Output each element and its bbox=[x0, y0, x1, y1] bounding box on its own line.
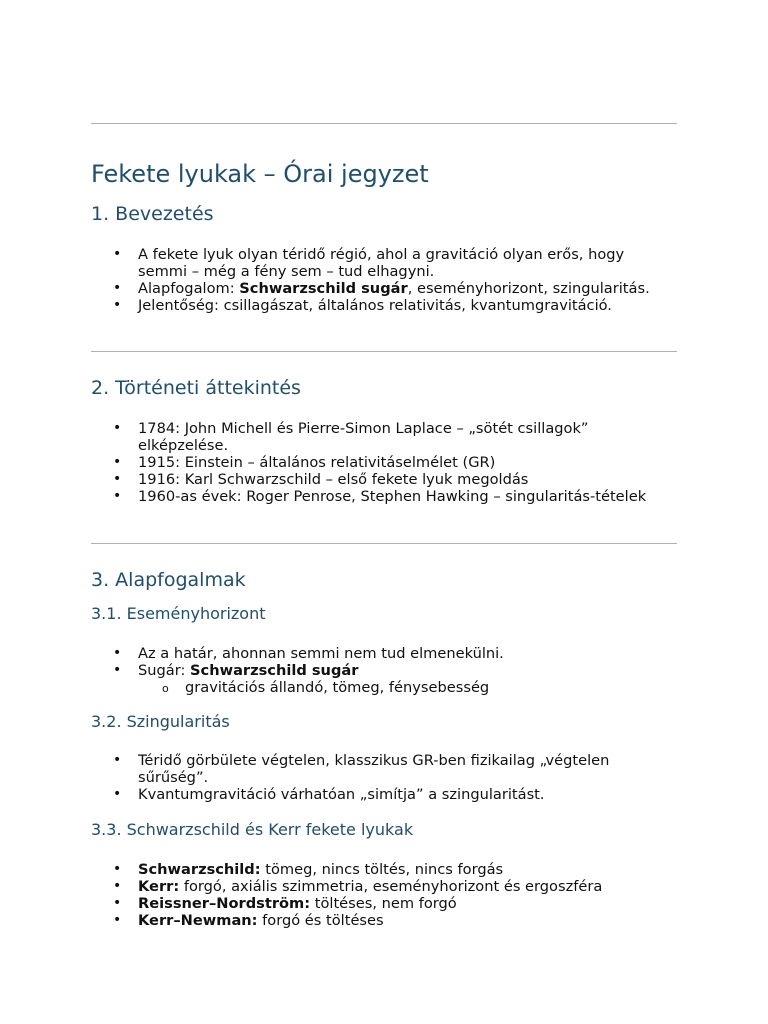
subsection-heading-singularity: 3.2. Szingularitás bbox=[91, 712, 230, 731]
list-item: • 1960-as évek: Roger Penrose, Stephen Hawking – singularitás-tételek bbox=[91, 488, 651, 505]
list-item: • 1915: Einstein – általános relativitáselmélet (GR) bbox=[91, 454, 651, 471]
sub-list-item: o gravitációs állandó, tömeg, fénysebesség bbox=[138, 679, 651, 696]
divider-top bbox=[91, 123, 677, 124]
section-heading-history: 2. Történeti áttekintés bbox=[91, 377, 301, 399]
list-item: • Téridő görbülete végtelen, klasszikus GR-ben fizikailag „végtelen sűrűség”. bbox=[91, 752, 651, 786]
list-item: • A fekete lyuk olyan téridő régió, ahol a gravitáció olyan erős, hogy semmi – még a fény sem – tud elhagyni. bbox=[91, 246, 651, 280]
subsection-heading-types: 3.3. Schwarzschild és Kerr fekete lyukak bbox=[91, 820, 414, 839]
types-list bbox=[91, 861, 651, 929]
list-item: • 1784: John Michell és Pierre-Simon Laplace – „sötét csillagok” elképzelése. bbox=[91, 420, 651, 454]
bold-term: Schwarzschild sugár bbox=[239, 280, 408, 297]
bold-term: Reissner–Nordström: bbox=[138, 895, 311, 912]
horizon-list bbox=[91, 645, 651, 696]
section-heading-intro: 1. Bevezetés bbox=[91, 203, 214, 225]
list-item: • Az a határ, ahonnan semmi nem tud elmenekülni. bbox=[91, 645, 651, 662]
list-item: • Kerr: forgó, axiális szimmetria, eseményhorizont és ergoszféra bbox=[91, 878, 651, 895]
list-item: • Sugár: Schwarzschild sugár o gravitációs állandó, tömeg, fénysebesség bbox=[91, 662, 651, 696]
subsection-heading-horizon: 3.1. Eseményhorizont bbox=[91, 604, 266, 623]
bold-term: Kerr–Newman: bbox=[138, 912, 258, 929]
singularity-list bbox=[91, 752, 651, 803]
document-title: Fekete lyukak – Órai jegyzet bbox=[91, 160, 429, 188]
horizon-sublist bbox=[138, 679, 651, 696]
bold-term: Schwarzschild: bbox=[138, 861, 261, 878]
list-item: • Kvantumgravitáció várhatóan „simítja” a szingularitást. bbox=[91, 786, 651, 803]
divider-2 bbox=[91, 543, 677, 544]
list-item: • Schwarzschild: tömeg, nincs töltés, nincs forgás bbox=[91, 861, 651, 878]
list-item: • Jelentőség: csillagászat, általános relativitás, kvantumgravitáció. bbox=[91, 297, 651, 314]
bold-term: Schwarzschild sugár bbox=[190, 662, 359, 679]
section-heading-basics: 3. Alapfogalmak bbox=[91, 569, 246, 591]
bold-term: Kerr: bbox=[138, 878, 180, 895]
list-item: • Reissner–Nordström: töltéses, nem forgó bbox=[91, 895, 651, 912]
list-item: • Kerr–Newman: forgó és töltéses bbox=[91, 912, 651, 929]
list-item: • Alapfogalom: Schwarzschild sugár, eseményhorizont, szingularitás. bbox=[91, 280, 651, 297]
list-item: • 1916: Karl Schwarzschild – első fekete lyuk megoldás bbox=[91, 471, 651, 488]
divider-1 bbox=[91, 351, 677, 352]
history-list bbox=[91, 420, 651, 505]
intro-list bbox=[91, 246, 651, 314]
